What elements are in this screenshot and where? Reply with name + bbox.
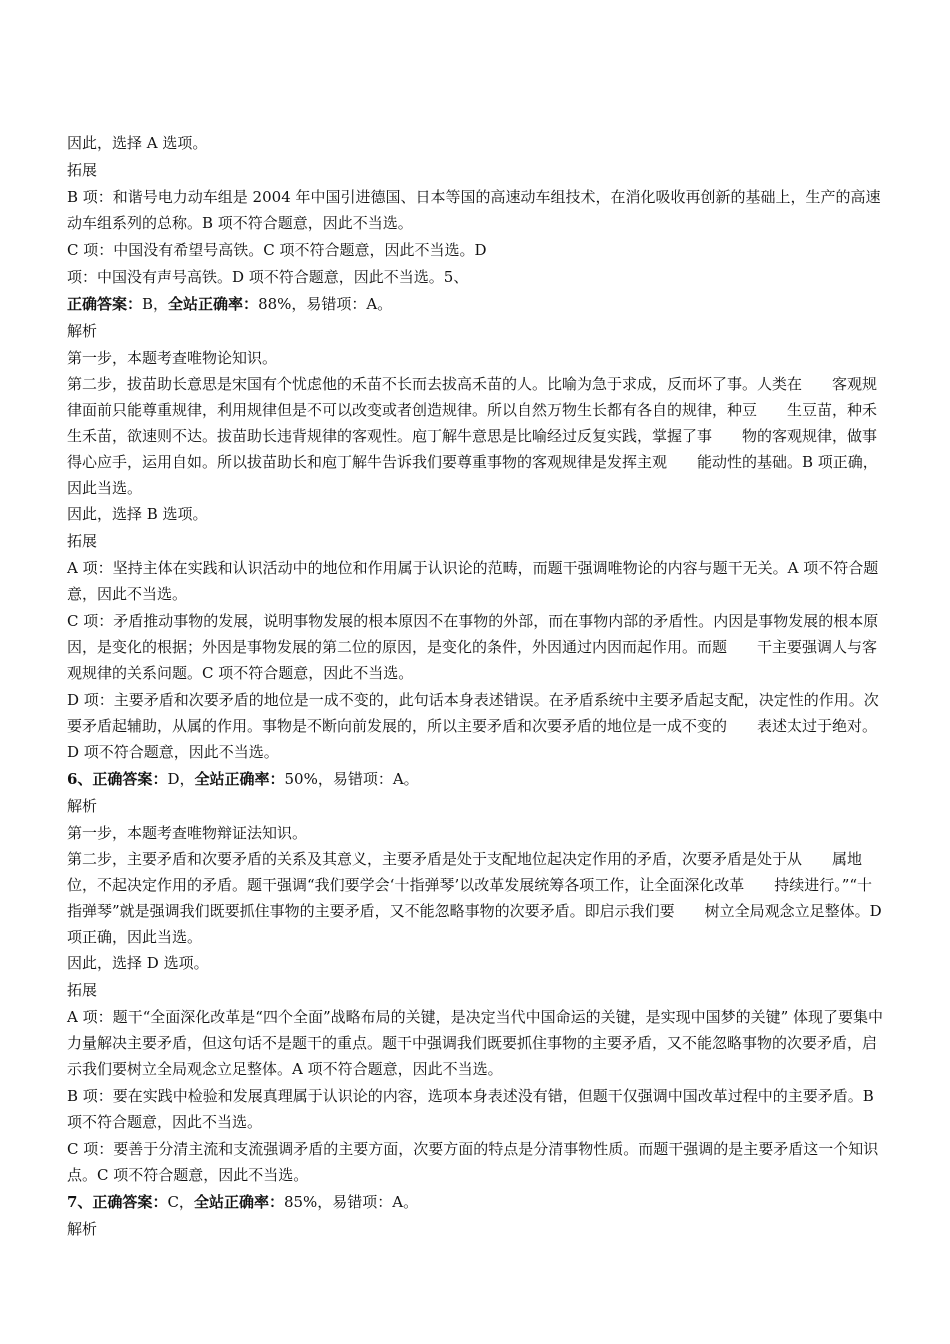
paragraph: 拓展 — [67, 532, 98, 550]
document-body — [67, 130, 885, 1242]
paragraph: A 项：坚持主体在实践和认识活动中的地位和作用属于认识论的范畴，而题干强调唯物论的内容与题干无关。A 项不符合题意，因此不当选。 — [67, 559, 879, 603]
accuracy-label: 全站正确率： — [193, 1193, 284, 1211]
paragraph: 第一步，本题考查唯物辩证法知识。 — [67, 824, 308, 842]
paragraph: 第一步，本题考查唯物论知识。 — [67, 349, 278, 367]
answer-value: B， — [142, 295, 169, 313]
paragraph: 因此，选择 B 选项。 — [67, 505, 208, 523]
paragraph: B 项：要在实践中检验和发展真理属于认识论的内容，选项本身表述没有错，但题干仅强调中国改革过程中的主要矛盾。B 项不符合题意，因此不当选。 — [67, 1087, 879, 1131]
answer-value: D， — [167, 770, 195, 788]
paragraph: B 项：和谐号电力动车组是 2004 年中国引进德国、日本等国的高速动车组技术，在消化吸收再创新的基础上，生产的高速动车组系列的总称。B 项不符合题意，因此不当选。 — [67, 188, 881, 232]
paragraph: 解析 — [67, 322, 98, 340]
paragraph: 拓展 — [67, 161, 98, 179]
answer-label: 7、正确答案： — [67, 1193, 168, 1211]
paragraph: 解析 — [67, 797, 98, 815]
paragraph: 拓展 — [67, 981, 98, 999]
paragraph: 因此，选择 D 选项。 — [67, 954, 209, 972]
paragraph: A 项：题干“全面深化改革是“四个全面”战略布局的关键，是决定当代中国命运的关键，是实现中国梦的关键” 体现了要集中力量解决主要矛盾，但这句话不是题干的重点。题干中强调我们既要抓住事物的主要矛盾，又不能忽略事物的次要矛盾，启示我们要树立全局观念立足整体。A 项不符合题意，因此不当选。 — [67, 1008, 884, 1078]
paragraph: C 项：矛盾推动事物的发展，说明事物发展的根本原因不在事物的外部，而在事物内部的矛盾性。内因是事物发展的根本原因，是变化的根据；外因是事物发展的第二位的原因，是变化的条件，外因通过内因而起作用。而题 干主要强调人与客观规律的关系问题。C 项不符合题意，因此不当选。 — [67, 612, 879, 682]
accuracy-label: 全站正确率： — [168, 295, 259, 313]
paragraph: 解析 — [67, 1220, 98, 1238]
answer-value: C， — [167, 1193, 194, 1211]
paragraph: 因此，选择 A 选项。 — [67, 134, 208, 152]
paragraph: 第二步，拔苗助长意思是宋国有个忧虑他的禾苗不长而去拔高禾苗的人。比喻为急于求成，反而坏了事。人类在 客观规律面前只能尊重规律，利用规律但是不可以改变或者创造规律。所以自然万物生长都有各自的规律，种豆 生豆苗，种禾生禾苗，欲速则不达。拔苗助长违背规律的客观性。庖丁解牛意思是比喻经过反复实践，掌握了事 物的客观规律，做事得心应手，运用自如。所以拔苗助长和庖丁解牛告诉我们要尊重事物的客观规律是发挥主观 能动性的基础。B 项正确，因此当选。 — [67, 375, 878, 497]
accuracy-value: 88%，易错项：A。 — [258, 295, 393, 313]
paragraph: 项：中国没有声号高铁。D 项不符合题意，因此不当选。5、 — [67, 268, 469, 286]
paragraph: D 项：主要矛盾和次要矛盾的地位是一成不变的，此句话本身表述错误。在矛盾系统中主要矛盾起支配，决定性的作用。次要矛盾起辅助，从属的作用。事物是不断向前发展的，所以主要矛盾和次要矛盾的地位是一成不变的 表述太过于绝对。D 项不符合题意，因此不当选。 — [67, 691, 879, 761]
answer-line — [67, 1189, 885, 1215]
paragraph: C 项：中国没有希望号高铁。C 项不符合题意，因此不当选。D — [67, 241, 487, 259]
answer-label: 6、正确答案： — [67, 770, 168, 788]
answer-line — [67, 291, 885, 317]
paragraph: C 项：要善于分清主流和支流强调矛盾的主要方面，次要方面的特点是分清事物性质。而题干强调的是主要矛盾这一个知识点。C 项不符合题意，因此不当选。 — [67, 1140, 879, 1184]
accuracy-label: 全站正确率： — [194, 770, 285, 788]
answer-label: 正确答案： — [67, 295, 143, 313]
accuracy-value: 50%，易错项：A。 — [284, 770, 419, 788]
accuracy-value: 85%，易错项：A。 — [283, 1193, 419, 1211]
paragraph: 第二步，主要矛盾和次要矛盾的关系及其意义，主要矛盾是处于支配地位起决定作用的矛盾，次要矛盾是处于从 属地位，不起决定作用的矛盾。题干强调“我们要学会‘十指弹琴’以改革发展统筹各项工作，让全面深化改革 持续进行。”“十指弹琴”就是强调我们既要抓住事物的主要矛盾，又不能忽略事物的次要矛盾。即启示我们要 树立全局观念立足整体。D 项正确，因此当选。 — [67, 850, 887, 946]
answer-line — [67, 766, 885, 792]
